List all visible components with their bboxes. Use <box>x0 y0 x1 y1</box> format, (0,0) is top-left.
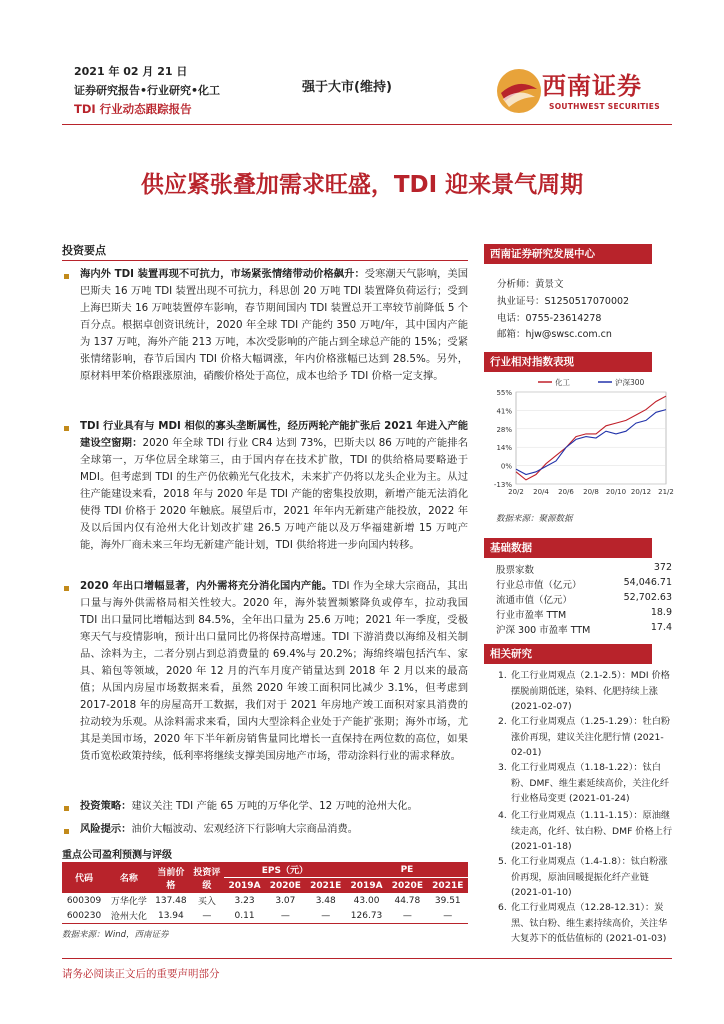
analyst-section-title: 西南证券研究发展中心 <box>484 244 652 264</box>
basic-data-key: 股票家数 <box>496 565 535 576</box>
table-cell: — <box>280 910 290 921</box>
bullet-icon <box>64 274 69 279</box>
basic-data-key: 行业市盈率 TTM <box>496 610 567 621</box>
table-cell: — <box>321 910 331 921</box>
chart-source: 数据来源：聚源数据 <box>496 514 573 524</box>
basic-data-value: 54,046.71 <box>623 577 672 588</box>
section-divider <box>62 260 468 261</box>
bullet-icon <box>64 829 69 834</box>
paragraph <box>80 798 468 815</box>
basic-data-value: 52,702.63 <box>623 592 672 603</box>
x-tick-label: 20/10 <box>605 488 627 496</box>
analyst-name: 分析师：黄景文 <box>497 279 564 290</box>
table-cell: 39.51 <box>434 895 461 906</box>
table-cell: 600309 <box>66 895 102 906</box>
footer-divider <box>62 958 672 959</box>
performance-chart <box>484 374 674 506</box>
table-header: 2019A <box>224 878 265 894</box>
table-cell: 3.48 <box>315 895 336 906</box>
report-date: 2021 年 02 月 21 日 <box>74 65 188 78</box>
paragraph-body: 建议关注 TDI 产能 65 万吨的万华化学、12 万吨的沧州大化。 <box>131 800 418 812</box>
logo-text: 西南证券 <box>542 71 642 100</box>
series-line-0 <box>516 396 666 480</box>
page-title: 供应紧张叠加需求旺盛，TDI 迎来景气周期 <box>140 172 584 198</box>
table-cell: 137.48 <box>155 895 187 906</box>
related-report-title: 化工行业周观点（1.18-1.22）：钛白粉、DMF、维生素延续高价，关注化纤行业格局变更 (2021-01-24) <box>511 762 670 804</box>
analyst-phone: 电话：0755-23614278 <box>497 313 602 324</box>
forecast-table <box>62 862 468 924</box>
paragraph-body: 油价大幅波动、宏观经济下行影响大宗商品消费。 <box>131 823 359 835</box>
legend-label: 沪深300 <box>615 378 645 387</box>
performance-section-title: 行业相对指数表现 <box>484 352 652 372</box>
paragraph-lead: 海内外 TDI 装置再现不可抗力，市场紧张情绪带动价格飙升： <box>80 268 365 280</box>
footer-notice: 请务必阅读正文后的重要声明部分 <box>62 968 220 980</box>
related-report-title: 化工行业周观点（1.11-1.15）：原油继续走高，化纤、钛白粉、DMF 价格上行 (2021-01-18) <box>511 810 673 852</box>
series-line-1 <box>516 410 666 475</box>
x-tick-label: 20/12 <box>630 488 652 496</box>
y-tick-label: 14% <box>496 444 512 453</box>
paragraph-body: TDI 作为全球大宗商品，其出口量与海外供需格局相关性较大。2020 年，海外装置频繁降负或停车，拉动我国 TDI 出口量同比增幅达到 84.5%，全年出口量为 25.6 万吨；2021 年一季度，受极寒天气与疫情影响，预计出口量同比仍将保持高增速。TDI 下游消费以海绵及相关制品、涂料为主，二者分别占到总消费量的 69.4%与 20.2%；海绵终端包括汽车、家具、箱包等领域，2020 年 12 月的汽车月度产销量达到 2018 年 2 月以来的最高值；从国内房屋市场数据来看，虽然 2020 年竣工面积同比减少 3.1%，但考虑到 2017-2018 年的房屋高开工数据，我们对于 2021 年房地产竣工面积对家具消费的拉动较为乐观。从涂料需求来看，国内大型涂料企业处于产能扩张期；海外市场，尤其是美国市场，2020 年下半年新房销售量同比增长一直保持在两位数的高位，如果货币宽松政策持续，低利率将继续支撑美国房地产市场，带动涂料行业的需求释放。 <box>80 580 468 762</box>
table-caption: 重点公司盈利预测与评级 <box>62 850 172 861</box>
related-report-link[interactable]: 2. 化工行业周观点（1.25-1.29）：牡白粉涨价再现，建议关注化肥行情 (2021-02-01) <box>498 714 674 761</box>
x-tick-label: 21/2 <box>658 488 674 496</box>
paragraph-lead: TDI 行业具有与 MDI 相似的寡头垄断属性，经历两轮产能扩张后 2021 年进入产能建设空窗期： <box>80 420 468 449</box>
header-divider <box>62 124 672 125</box>
table-cell: 万华化学 <box>110 897 147 907</box>
basic-data-row <box>496 592 672 606</box>
related-report-title: 化工行业周观点（1.25-1.29）：牡白粉涨价再现，建议关注化肥行情 (2021-02-01) <box>511 716 671 758</box>
logo-text-en: SOUTHWEST SECURITIES <box>549 102 660 111</box>
x-tick-label: 20/8 <box>583 488 599 496</box>
paragraph <box>80 821 468 838</box>
y-tick-label: 0% <box>500 462 512 471</box>
report-series: TDI 行业动态跟踪报告 <box>74 102 192 116</box>
table-cell: — <box>202 910 212 921</box>
related-report-link[interactable]: 5. 化工行业周观点（1.4-1.8）：钛白粉涨价再现，原油回暖提振化纤产业链 (2021-01-10) <box>498 854 674 901</box>
table-header: 代码 <box>62 862 106 893</box>
section-heading: 投资要点 <box>62 244 106 257</box>
bullet-icon <box>64 586 69 591</box>
basic-data-key: 流通市值（亿元） <box>496 595 573 606</box>
report-type: 证券研究报告•行业研究•化工 <box>74 84 221 97</box>
x-tick-label: 20/2 <box>508 488 524 496</box>
table-cell: — <box>443 910 453 921</box>
paragraph-lead: 投资策略： <box>80 800 132 812</box>
basic-data-row <box>496 607 672 621</box>
paragraph <box>80 578 468 765</box>
y-tick-label: 55% <box>496 389 512 397</box>
x-tick-label: 20/6 <box>558 488 574 496</box>
table-cell: 126.73 <box>350 910 383 921</box>
related-report-title: 化工行业周观点（12.28-12.31）：炭黑、钛白粉、维生素持续高价，关注华大复苏下的低估值标的 (2021-01-03) <box>511 902 668 944</box>
x-tick-label: 20/4 <box>533 488 549 496</box>
basic-data-value: 18.9 <box>650 607 672 618</box>
logo-mark-icon <box>495 67 543 115</box>
table-header: 2021E <box>306 878 346 894</box>
table-header: 2020E <box>387 878 427 894</box>
basic-data-value: 17.4 <box>650 622 672 633</box>
industry-rating: 强于大市(维持) <box>302 80 392 95</box>
table-cell: 43.00 <box>353 895 380 906</box>
table-header: 2021E <box>428 878 468 894</box>
table-cell: 600230 <box>66 910 102 921</box>
related-report-link[interactable]: 6. 化工行业周观点（12.28-12.31）：炭黑、钛白粉、维生素持续高价，关注华大复苏下的低估值标的 (2021-01-03) <box>498 900 674 947</box>
table-header: 投资评级 <box>190 862 224 893</box>
y-tick-label: 28% <box>496 425 512 434</box>
basic-data-row <box>496 562 672 576</box>
basic-data-section-title: 基础数据 <box>484 538 652 558</box>
paragraph <box>80 418 468 554</box>
y-tick-label: 41% <box>496 407 512 416</box>
table-cell: 3.07 <box>275 895 296 906</box>
related-report-title: 化工行业周观点（2.1-2.5）：MDI 价格摆脱前期低迷，染料、化肥持续上涨 (2021-02-07) <box>511 670 670 712</box>
related-report-link[interactable]: 1. 化工行业周观点（2.1-2.5）：MDI 价格摆脱前期低迷，染料、化肥持续上涨 (2021-02-07) <box>498 668 674 715</box>
related-report-title: 化工行业周观点（1.4-1.8）：钛白粉涨价再现，原油回暖提振化纤产业链 (2021-01-10) <box>511 856 668 898</box>
paragraph-body: 2020 年全球 TDI 行业 CR4 达到 73%，巴斯夫以 86 万吨的产能排名全球第一，万华位居全球第三，由于国内存在技术扩散，TDI 的供给格局要略逊于 MDI。但考虑到 TDI 的生产仍依赖光气化技术，未来扩产仍将以龙头企业为主。从过往产能建设来看，2018 年与 2020 年是 TDI 产能的密集投放期，新增产能无法消化使得 TDI 价格于 2020 年触底。展望后市，2021 年年内无新建产能投放，2022 年及以后国内仅有沧州大化计划改扩建 26.5 万吨产能以及万华福建新增 15 万吨产能，海外厂商未来三年均无新建产能计划，TDI 供给将进一步向国内转移。 <box>80 437 469 551</box>
analyst-email: 邮箱：hjw@swsc.com.cn <box>497 329 612 340</box>
basic-data-row <box>496 577 672 591</box>
table-header: 2020E <box>265 878 305 894</box>
table-cell: 沧州大化 <box>110 912 147 922</box>
table-cell: 44.78 <box>394 895 421 906</box>
table-cell: 3.23 <box>234 895 255 906</box>
related-section-title: 相关研究 <box>484 644 652 664</box>
paragraph-body: 受寒潮天气影响，美国巴斯夫 16 万吨 TDI 装置出现不可抗力，科思创 20 万吨 TDI 装置降负荷运行；受到上海巴斯夫 16 万吨装置停车影响，春节期间国内 TDI 装置总开工率较节前降低 5 个百分点。根据卓创资讯统计，2020 年全球 TDI 产能约 350 万吨/年，其中国内产能为 137 万吨，海外产能 213 万吨，本次受影响的产能占到全球总产能的 15%；受紧张情绪影响，春节后国内 TDI 价格大幅调涨，年内价格涨幅已达到 28.5%。另外，原材料甲苯价格跟涨原油，硝酸价格处于高位，成本也给予 TDI 价格一定支撑。 <box>80 268 469 382</box>
basic-data-row <box>496 622 672 636</box>
bullet-icon <box>64 426 69 431</box>
paragraph-lead: 风险提示： <box>80 823 132 835</box>
basic-data-key: 行业总市值（亿元） <box>496 580 582 591</box>
paragraph-lead: 2020 年出口增幅显著，内外需将充分消化国内产能。 <box>80 580 333 592</box>
legend-label: 化工 <box>555 378 570 387</box>
table-header: 2019A <box>346 878 387 894</box>
analyst-license: 执业证号：S1250517070002 <box>497 296 630 307</box>
bullet-icon <box>64 806 69 811</box>
table-cell: — <box>402 910 412 921</box>
table-source: 数据来源：Wind，西南证券 <box>62 930 169 940</box>
y-tick-label: -13% <box>493 481 512 489</box>
table-row <box>62 893 468 908</box>
table-header: 名称 <box>106 862 152 893</box>
table-header: EPS（元） <box>224 862 346 878</box>
related-report-link[interactable]: 4. 化工行业周观点（1.11-1.15）：原油继续走高，化纤、钛白粉、DMF 价格上行 (2021-01-18) <box>498 808 674 855</box>
related-report-link[interactable]: 3. 化工行业周观点（1.18-1.22）：钛白粉、DMF、维生素延续高价，关注化纤行业格局变更 (2021-01-24) <box>498 760 674 807</box>
table-header: 当前价格 <box>152 862 190 893</box>
basic-data-value: 372 <box>653 562 672 573</box>
table-row <box>62 908 468 924</box>
paragraph <box>80 266 468 385</box>
table-cell: 0.11 <box>234 910 255 921</box>
table-cell: 买入 <box>197 897 216 907</box>
table-cell: 13.94 <box>157 910 184 921</box>
basic-data-key: 沪深 300 市盈率 TTM <box>496 625 591 636</box>
table-header: PE <box>346 862 468 878</box>
